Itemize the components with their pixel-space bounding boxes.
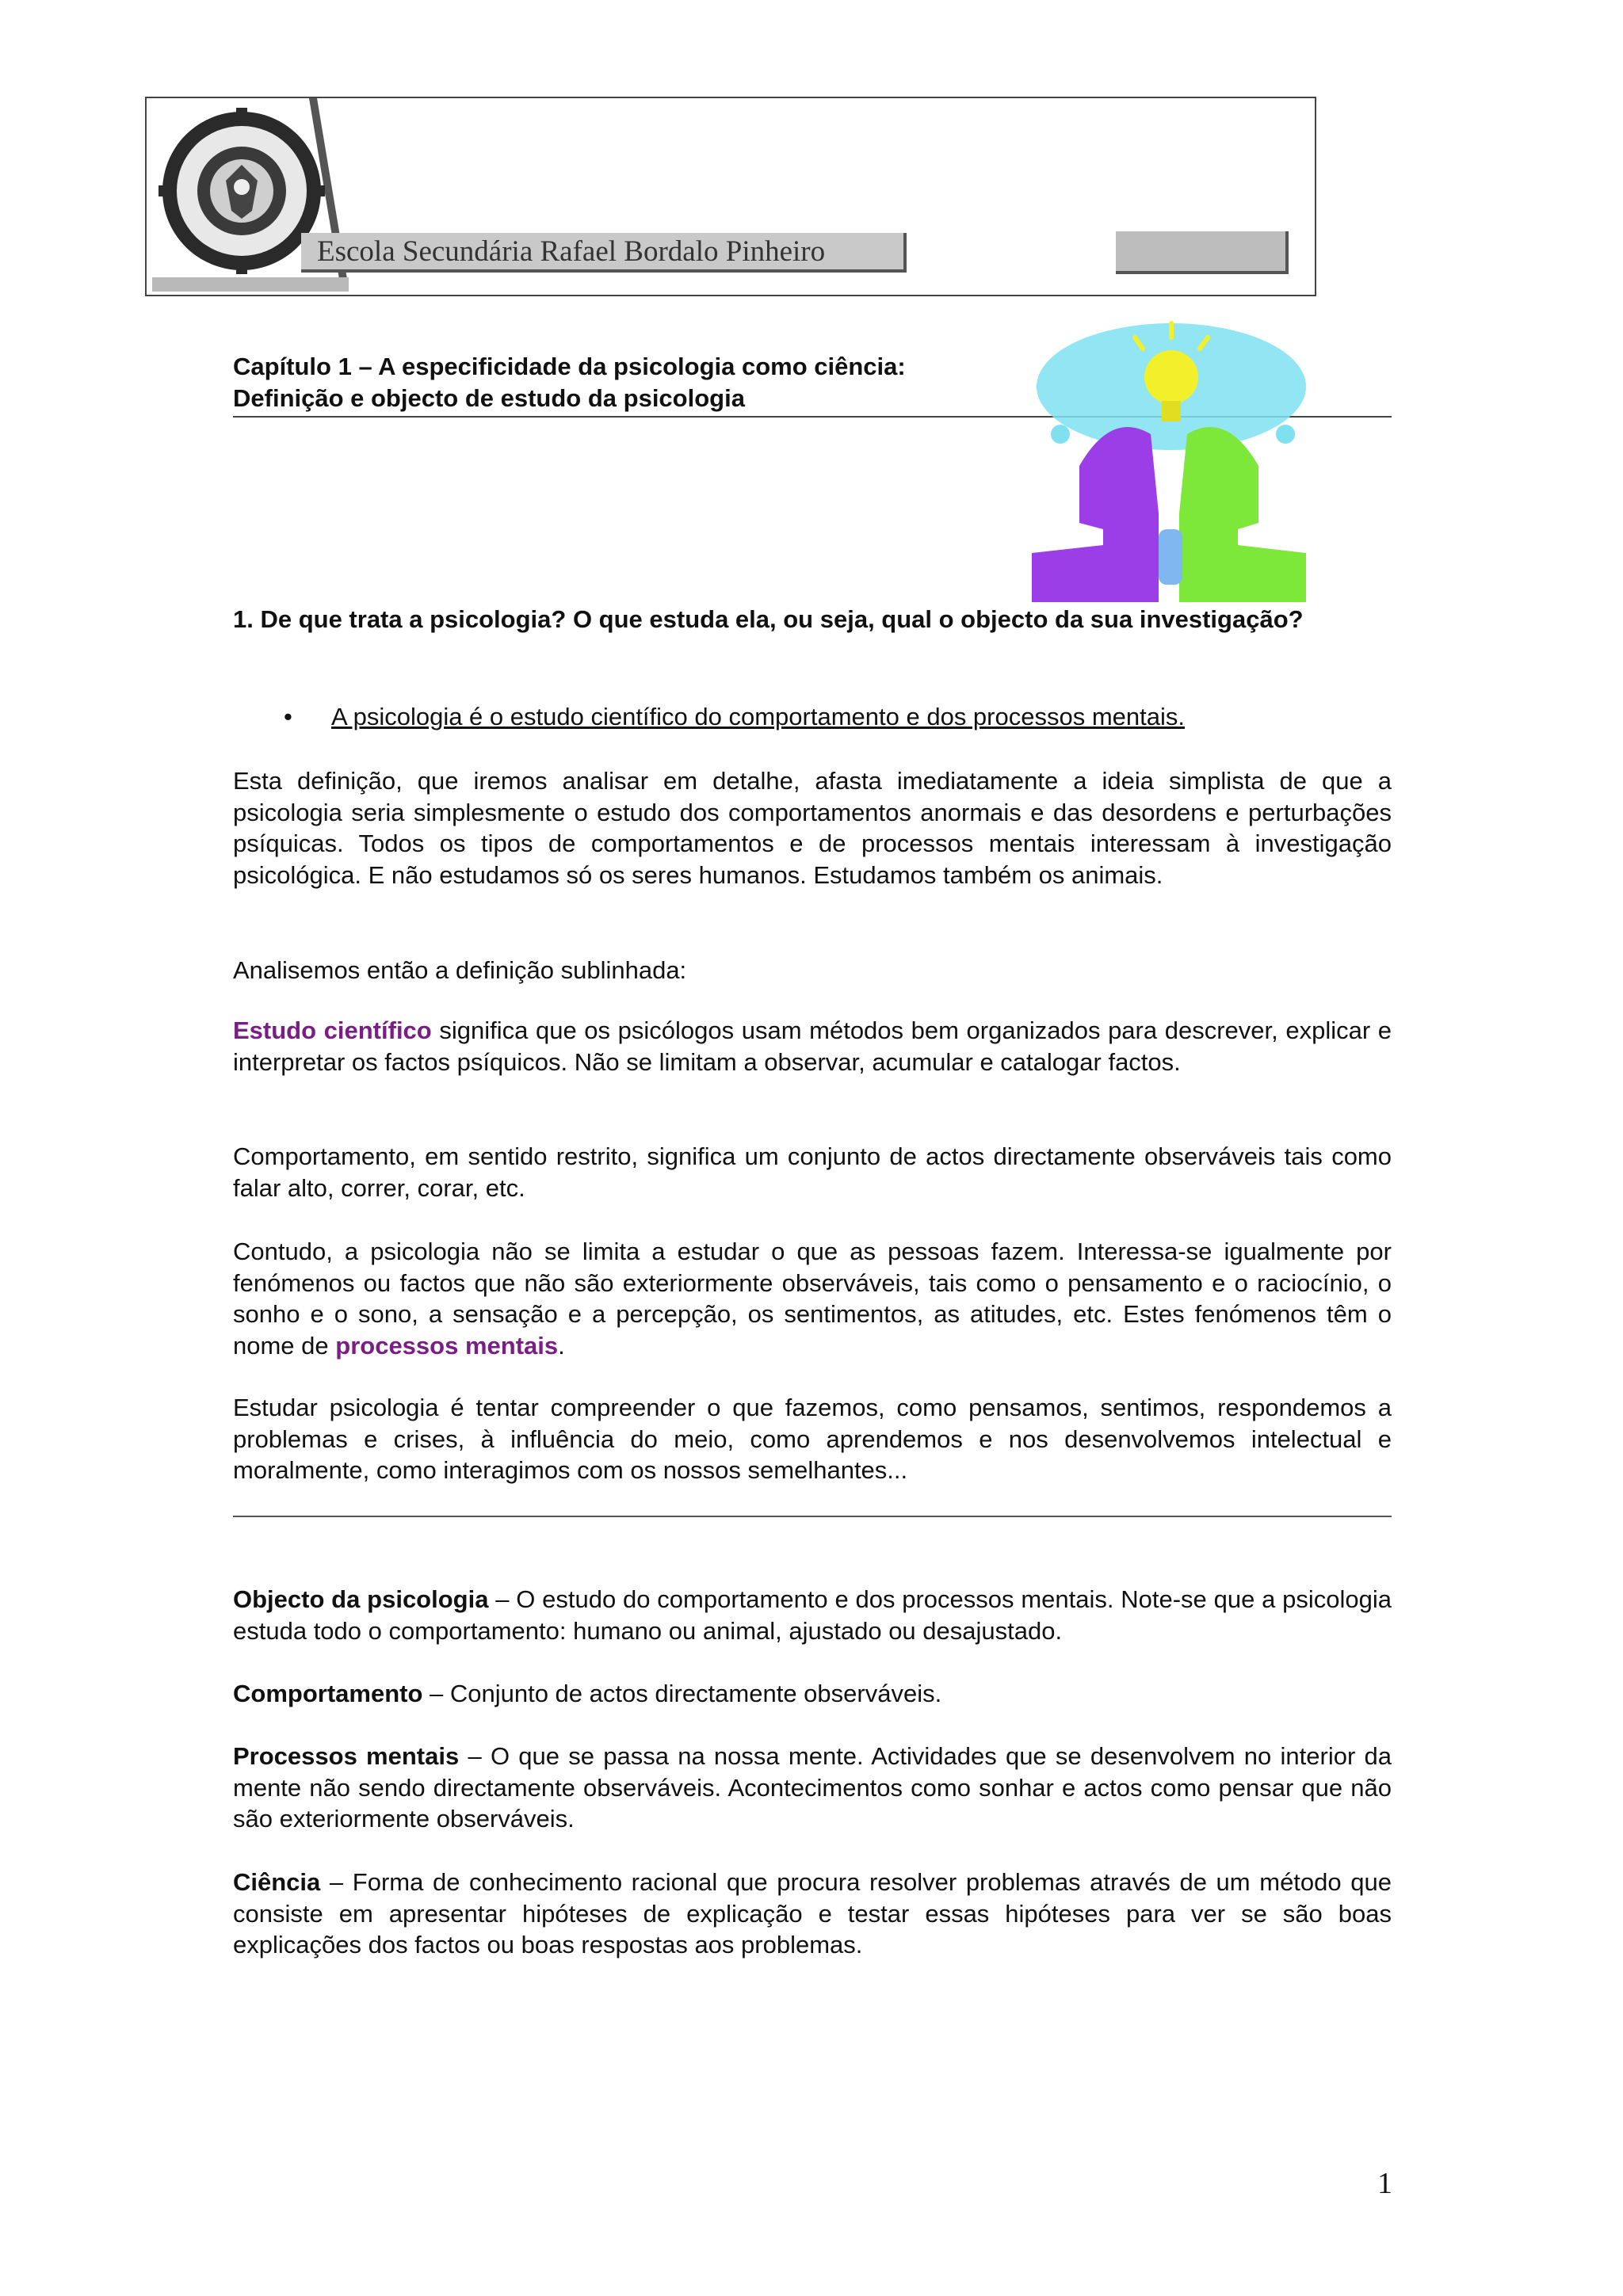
paragraph — [233, 1015, 1392, 1077]
definition-text: – Conjunto de actos directamente observáveis. — [422, 1680, 942, 1707]
highlight-term: processos mentais — [335, 1331, 559, 1360]
school-name-plate — [301, 233, 907, 273]
lightbulb-heads-icon — [1016, 315, 1322, 602]
bullet-dot: • — [284, 703, 292, 730]
paragraph: Analisemos então a definição sublinhada: — [233, 956, 687, 984]
school-name: Escola Secundária Rafael Bordalo Pinheiro — [317, 235, 826, 268]
chapter-title-line2: Definição e objecto de estudo da psicologia — [233, 384, 745, 412]
definition-text: – O que se passa na nossa mente. Actividades que se desenvolvem no interior da mente não sendo directamente observáveis. Acontecimentos como sonhar e actos como pensar que não são exteriormente observáveis. — [233, 1742, 1392, 1833]
school-logo-icon — [158, 108, 325, 274]
definition-entry — [233, 1867, 1392, 1961]
definition-entry — [233, 1741, 1392, 1835]
definition-entry — [233, 1584, 1392, 1646]
definition-term: Processos mentais — [233, 1742, 460, 1770]
definition-term: Ciência — [233, 1868, 321, 1896]
paragraph-text: . — [558, 1331, 565, 1360]
chapter-title-line1: Capítulo 1 – A especificidade da psicologia como ciência: — [233, 353, 906, 380]
highlight-term: Estudo científico — [233, 1016, 432, 1044]
paragraph-text: Contudo, a psicologia não se limita a estudar o que as pessoas fazem. Interessa-se igualmente por fenómenos ou factos que não são exteriormente observáveis, tais como o pensamento e o raciocínio, o sonho e o sono, a sensação e a percepção, os sentimentos, as atitudes, etc. Estes fenómenos têm o nome de — [233, 1238, 1392, 1360]
definition-underlined: A psicologia é o estudo científico do comportamento e dos processos mentais. — [331, 703, 1185, 730]
definition-term: Comportamento — [233, 1680, 423, 1707]
header-shadow — [152, 277, 349, 292]
definition-text: – O estudo do comportamento e dos processos mentais. Note-se que a psicologia estuda todo o comportamento: humano ou animal, ajustado ou desajustado. — [233, 1585, 1392, 1645]
paragraph: Comportamento, em sentido restrito, significa um conjunto de actos directamente observáveis tais como falar alto, correr, corar, etc. — [233, 1142, 1392, 1202]
section-divider — [233, 1516, 1392, 1517]
header-grey-tab — [1116, 231, 1289, 274]
page-number: 1 — [1377, 2167, 1392, 2200]
paragraph — [233, 1236, 1392, 1361]
definition-term: Objecto da psicologia — [233, 1585, 489, 1613]
definition-entry — [233, 1678, 1392, 1710]
paragraph-text: significa que os psicólogos usam métodos bem organizados para descrever, explicar e interpretar os factos psíquicos. Não se limitam a observar, acumular e catalogar factos. — [233, 1016, 1392, 1076]
paragraph: Esta definição, que iremos analisar em detalhe, afasta imediatamente a ideia simplista de que a psicologia seria simplesmente o estudo dos comportamentos anormais e das desordens e perturbações psíquicas. Todos os tipos de comportamentos e de processos mentais interessam à investigação psicológica. E não estudamos só os seres humanos. Estudamos também os animais. — [233, 767, 1392, 889]
question-heading: 1. De que trata a psicologia? O que estuda ela, ou seja, qual o objecto da sua investigação? — [233, 605, 1304, 633]
definition-text: – Forma de conhecimento racional que procura resolver problemas através de um método que consiste em apresentar hipóteses de explicação e testar essas hipóteses para ver se são boas explicações dos factos ou boas respostas aos problemas. — [233, 1868, 1392, 1958]
paragraph: Estudar psicologia é tentar compreender o que fazemos, como pensamos, sentimos, respondemos a problemas e crises, à influência do meio, como aprendemos e nos desenvolvemos intelectual e moralmente, como interagimos com os nossos semelhantes... — [233, 1394, 1392, 1484]
